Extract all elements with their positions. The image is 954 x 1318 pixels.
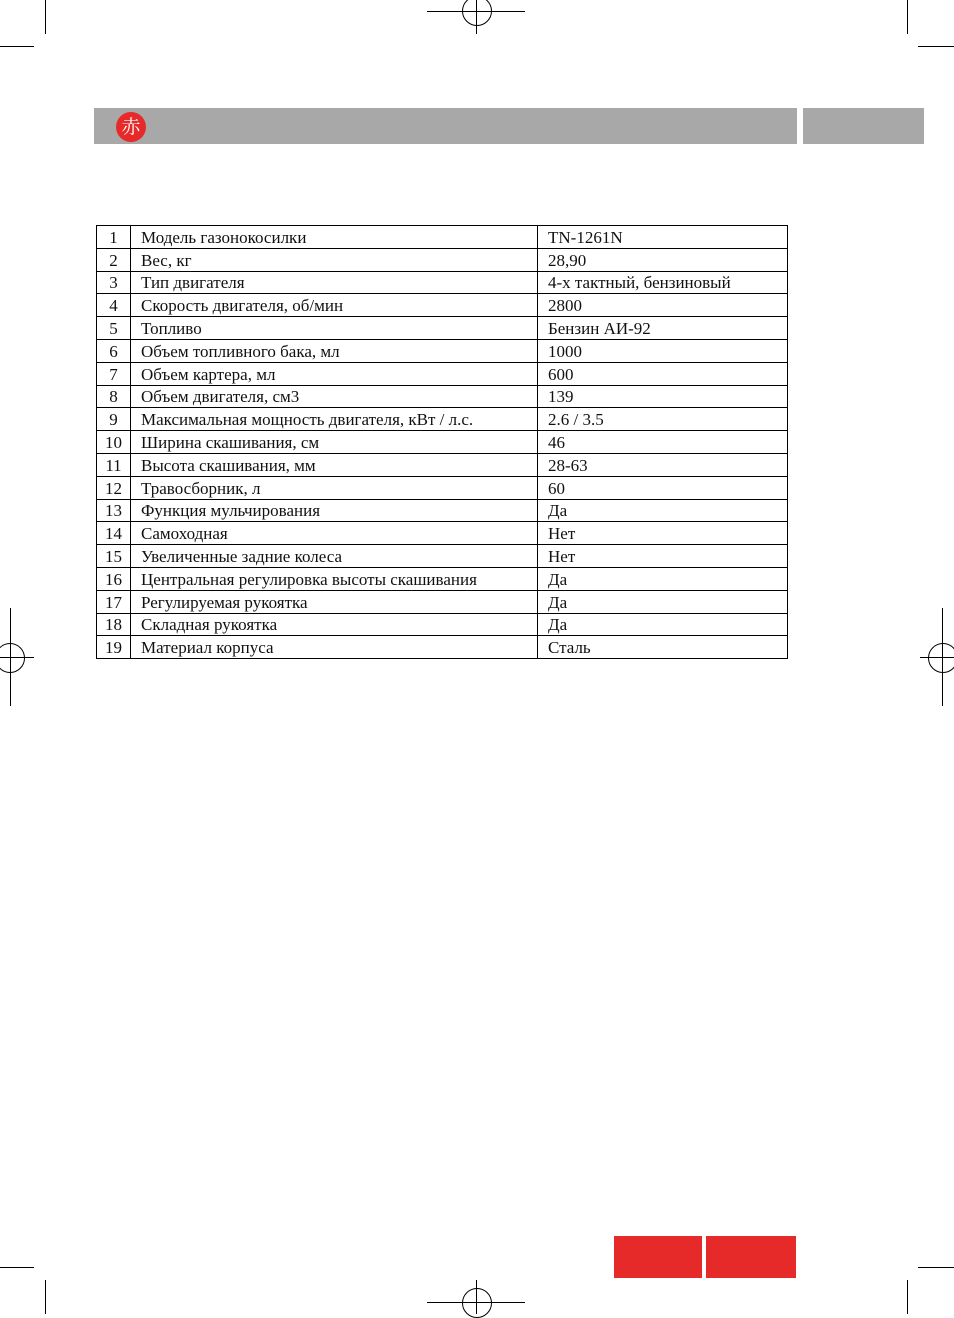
parameter-name: Складная рукоятка bbox=[131, 613, 538, 636]
parameter-name: Высота скашивания, мм bbox=[131, 453, 538, 476]
parameter-name: Центральная регулировка высоты скашивания bbox=[131, 567, 538, 590]
row-number: 13 bbox=[97, 499, 131, 522]
table-row bbox=[97, 590, 788, 613]
table-row bbox=[97, 248, 788, 271]
row-number: 2 bbox=[97, 248, 131, 271]
row-number: 10 bbox=[97, 431, 131, 454]
footer-accent-block bbox=[614, 1236, 702, 1278]
parameter-name: Объем топливного бака, мл bbox=[131, 339, 538, 362]
parameter-name: Объем картера, мл bbox=[131, 362, 538, 385]
spec-table-body bbox=[97, 226, 788, 659]
parameter-name: Максимальная мощность двигателя, кВт / л.с. bbox=[131, 408, 538, 431]
parameter-name: Модель газонокосилки bbox=[131, 226, 538, 249]
table-row bbox=[97, 226, 788, 249]
row-number: 14 bbox=[97, 522, 131, 545]
registration-mark bbox=[462, 0, 492, 26]
parameter-value: 4-х тактный, бензиновый bbox=[538, 271, 788, 294]
table-row bbox=[97, 362, 788, 385]
row-number: 4 bbox=[97, 294, 131, 317]
crop-mark bbox=[45, 1280, 46, 1314]
row-number: 7 bbox=[97, 362, 131, 385]
row-number: 5 bbox=[97, 317, 131, 340]
footer-accent-block bbox=[706, 1236, 796, 1278]
table-row bbox=[97, 545, 788, 568]
parameter-value: Нет bbox=[538, 545, 788, 568]
row-number: 3 bbox=[97, 271, 131, 294]
parameter-value: Бензин АИ-92 bbox=[538, 317, 788, 340]
table-row bbox=[97, 567, 788, 590]
parameter-value: 2.6 / 3.5 bbox=[538, 408, 788, 431]
row-number: 6 bbox=[97, 339, 131, 362]
row-number: 16 bbox=[97, 567, 131, 590]
row-number: 9 bbox=[97, 408, 131, 431]
table-row bbox=[97, 522, 788, 545]
crop-mark bbox=[907, 1280, 908, 1314]
row-number: 19 bbox=[97, 636, 131, 659]
parameter-name: Скорость двигателя, об/мин bbox=[131, 294, 538, 317]
table-row bbox=[97, 613, 788, 636]
parameter-name: Регулируемая рукоятка bbox=[131, 590, 538, 613]
parameter-name: Травосборник, л bbox=[131, 476, 538, 499]
table-row bbox=[97, 476, 788, 499]
parameter-name: Ширина скашивания, см bbox=[131, 431, 538, 454]
row-number: 12 bbox=[97, 476, 131, 499]
parameter-name: Вес, кг bbox=[131, 248, 538, 271]
registration-mark bbox=[928, 643, 954, 673]
spec-table bbox=[96, 225, 788, 659]
parameter-value: Сталь bbox=[538, 636, 788, 659]
crop-mark bbox=[0, 1267, 34, 1268]
header-bar bbox=[94, 108, 797, 144]
parameter-value: 600 bbox=[538, 362, 788, 385]
parameter-value: 1000 bbox=[538, 339, 788, 362]
parameter-value: Да bbox=[538, 613, 788, 636]
table-row bbox=[97, 271, 788, 294]
parameter-value: 46 bbox=[538, 431, 788, 454]
parameter-name: Увеличенные задние колеса bbox=[131, 545, 538, 568]
table-row bbox=[97, 408, 788, 431]
header-tab bbox=[803, 108, 924, 144]
parameter-value: 139 bbox=[538, 385, 788, 408]
row-number: 1 bbox=[97, 226, 131, 249]
parameter-name: Материал корпуса bbox=[131, 636, 538, 659]
crop-mark bbox=[918, 1267, 954, 1268]
parameter-name: Топливо bbox=[131, 317, 538, 340]
table-row bbox=[97, 339, 788, 362]
parameter-value: Да bbox=[538, 567, 788, 590]
row-number: 18 bbox=[97, 613, 131, 636]
table-row bbox=[97, 453, 788, 476]
parameter-name: Объем двигателя, см3 bbox=[131, 385, 538, 408]
table-row bbox=[97, 317, 788, 340]
parameter-value: Нет bbox=[538, 522, 788, 545]
parameter-name: Тип двигателя bbox=[131, 271, 538, 294]
parameter-value: Да bbox=[538, 590, 788, 613]
parameter-name: Самоходная bbox=[131, 522, 538, 545]
table-row bbox=[97, 499, 788, 522]
table-row bbox=[97, 431, 788, 454]
parameter-name: Функция мульчирования bbox=[131, 499, 538, 522]
crop-mark bbox=[907, 0, 908, 34]
parameter-value: 60 bbox=[538, 476, 788, 499]
parameter-value: TN-1261N bbox=[538, 226, 788, 249]
crop-mark bbox=[45, 0, 46, 34]
parameter-value: 2800 bbox=[538, 294, 788, 317]
parameter-value: 28-63 bbox=[538, 453, 788, 476]
crop-mark bbox=[0, 46, 34, 47]
crop-mark bbox=[918, 46, 954, 47]
logo-icon: 赤 bbox=[116, 112, 146, 142]
row-number: 17 bbox=[97, 590, 131, 613]
row-number: 8 bbox=[97, 385, 131, 408]
table-row bbox=[97, 636, 788, 659]
table-row bbox=[97, 294, 788, 317]
table-row bbox=[97, 385, 788, 408]
parameter-value: 28,90 bbox=[538, 248, 788, 271]
parameter-value: Да bbox=[538, 499, 788, 522]
row-number: 15 bbox=[97, 545, 131, 568]
row-number: 11 bbox=[97, 453, 131, 476]
registration-mark bbox=[0, 643, 25, 673]
